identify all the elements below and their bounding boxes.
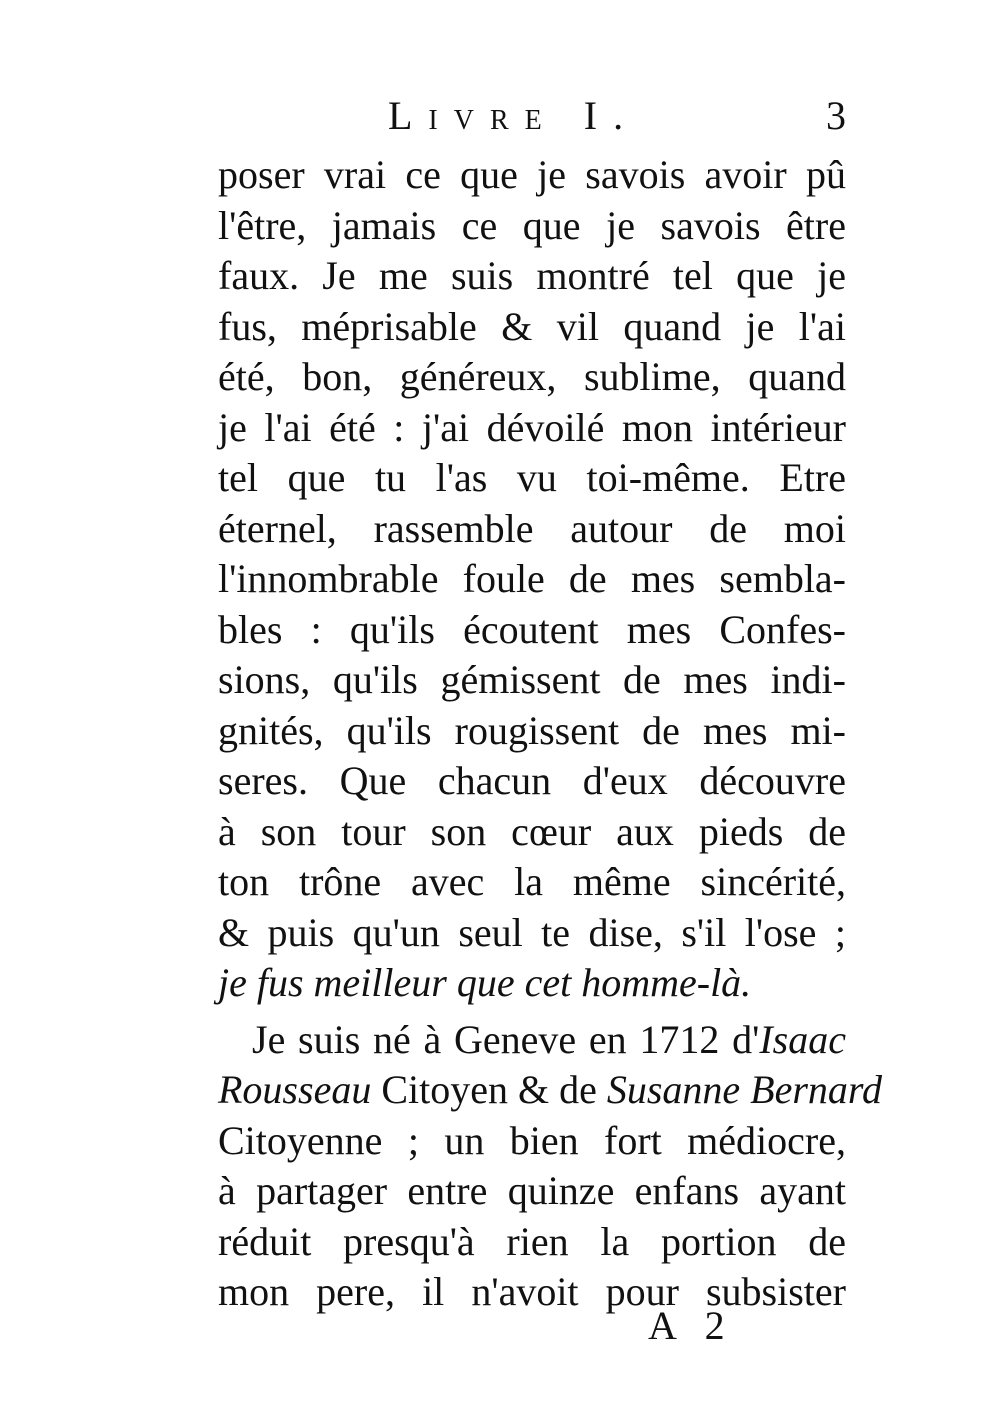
text-line: l'être, jamais ce que je savois être <box>218 202 846 248</box>
text-line: mon pere, il n'avoit pour subsister <box>218 1269 846 1314</box>
text-line: l'innombrable foule de mes sembla- <box>218 556 846 601</box>
text-line: sions, qu'ils gémissent de mes indi- <box>218 657 846 702</box>
text-block <box>218 150 883 1318</box>
running-head: Livre I. <box>388 93 640 138</box>
text-line: fus, méprisable & vil quand je l'ai <box>218 303 846 349</box>
name-isaac: Isaac <box>759 1016 846 1062</box>
text-run: Citoyen & de <box>371 1067 607 1112</box>
text-line: bles : qu'ils écoutent mes Confes- <box>218 606 846 652</box>
text-line: je l'ai été : j'ai dévoilé mon intérieur <box>218 404 846 450</box>
paragraph-2-line-2 <box>218 1065 883 1116</box>
text-line: ton trône avec la même sincérité, <box>218 859 846 904</box>
text-line: réduit presqu'à rien la portion de <box>218 1218 846 1264</box>
paragraph-2-line-1 <box>218 1015 846 1066</box>
page-number: 3 <box>826 93 846 138</box>
text-line: gnités, qu'ils rougissent de mes mi- <box>218 707 846 753</box>
name-rousseau: Rousseau <box>218 1067 372 1112</box>
text-line: éternel, rassemble autour de moi <box>218 505 846 551</box>
page-header <box>218 92 846 152</box>
text-run: Je suis né à Geneve en 1712 d' <box>252 1016 760 1062</box>
text-line: faux. Je me suis montré tel que je <box>218 253 846 298</box>
text-line: à son tour son cœur aux pieds de <box>218 808 846 854</box>
text-line: Citoyenne ; un bien fort médiocre, <box>218 1117 846 1163</box>
text-line: poser vrai ce que je savois avoir pû <box>218 152 846 197</box>
name-susanne-bernard: Susanne Bernard <box>606 1067 883 1112</box>
text-line: tel que tu l'as vu toi-même. Etre <box>218 455 846 500</box>
text-line: seres. Que chacun d'eux découvre <box>218 758 846 803</box>
text-line: & puis qu'un seul te dise, s'il l'ose ; <box>218 909 846 955</box>
italic-text-line: je fus meilleur que cet homme-là. <box>218 960 752 1005</box>
text-line: à partager entre quinze enfans ayant <box>218 1168 846 1213</box>
signature-mark: A 2 <box>648 1303 735 1348</box>
text-line: été, bon, généreux, sublime, quand <box>218 354 846 399</box>
